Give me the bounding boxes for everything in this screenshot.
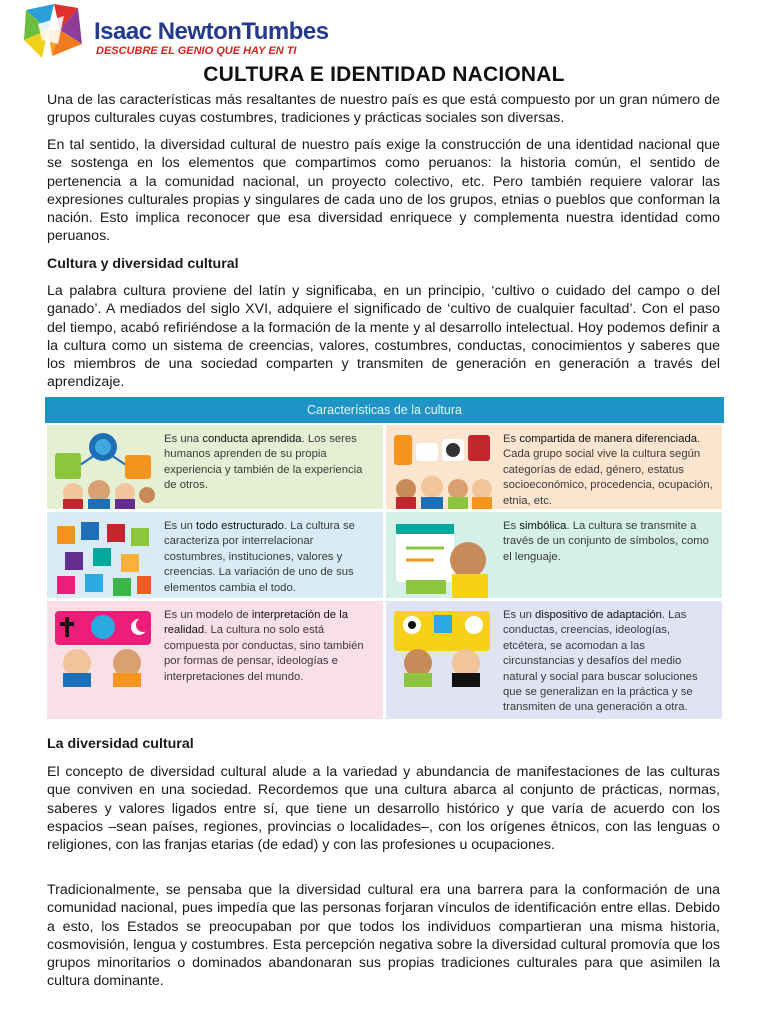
- brand-name: Isaac NewtonTumbes: [94, 18, 329, 45]
- structured-blocks-illustration: [51, 518, 155, 598]
- characteristic-text: Es un modelo de interpretación de la realidad. La cultura no solo está compuesta por conductas, sino también por formas de pensar, ideologías e interpretaciones del mundo.: [164, 609, 364, 683]
- characteristic-interpretation-model: [47, 601, 383, 719]
- characteristic-text: Es compartida de manera diferenciada. Cada grupo social vive la cultura según categorías de edad, género, estatus socioeconómico, procedencia, ocupación, etnia, etc.: [503, 433, 713, 507]
- characteristic-text: Es un todo estructurado. La cultura se caracteriza por interrelacionar costumbres, instituciones, valores y creencias. La variación de uno de sus elementos cambia el todo.: [164, 520, 355, 594]
- characteristic-shared-differentiated: [386, 425, 722, 509]
- characteristic-text: Es una conducta aprendida. Los seres humanos aprenden de su propia experiencia y también de la experiencia de otros.: [164, 433, 363, 492]
- culture-characteristics-table: [45, 397, 724, 719]
- paragraph-diversity-concept: El concepto de diversidad cultural alude a la variedad y abundancia de manifestaciones de las culturas que conviven en una sociedad. Recordemos que una cultura abarca al conjunto de prácticas, normas, saberes y valores ligados entre sí, que tiene un desarrollo histórico y que varía de acuerdo con los espacios –sean países, regiones, provincias o localidades–, con los orígenes étnicos, con las lenguas o religiones, con las franjas etarias (de edad) y con las profesiones u ocupaciones.: [47, 764, 720, 854]
- paragraph-culture-definition: La palabra cultura proviene del latín y significaba, en un principio, ‘cultivo o cuidado del campo o del ganado’. A mediados del siglo XVI, adquiere el significado de ‘cultivo de cualquier facultad’. Con el paso del tiempo, acabó refiriéndose a la formación de la mente y al desarrollo intelectual. Hoy podemos definir a la cultura como un sistema de creencias, valores, costumbres, conductas, conocimientos y saberes que los miembros de una sociedad comparten y transmiten de generación en generación a través del aprendizaje.: [47, 283, 720, 391]
- characteristic-text: Es un dispositivo de adaptación. Las conductas, creencias, ideologías, etcétera, se acomodan a las circunstancias y desafíos del medio natural y social para buscar soluciones que se generalizan en la práctica y se transmiten de una generación a otra.: [503, 609, 698, 714]
- section-heading-culture: Cultura y diversidad cultural: [47, 256, 239, 272]
- document-title: CULTURA E IDENTIDAD NACIONAL: [203, 63, 565, 86]
- characteristic-learned-behavior: [47, 425, 383, 509]
- learning-people-illustration: [51, 431, 155, 509]
- table-title: Características de la cultura: [45, 397, 724, 423]
- characteristic-symbolic: [386, 512, 722, 598]
- brand-tagline: DESCUBRE EL GENIO QUE HAY EN TI: [96, 45, 297, 57]
- characteristic-text: Es simbólica. La cultura se transmite a través de un conjunto de símbolos, como el lenguaje.: [503, 520, 709, 563]
- characteristic-structured-whole: [47, 512, 383, 598]
- brand-logo-icon: [20, 0, 88, 62]
- shared-culture-illustration: [390, 431, 494, 509]
- paragraph-identity: En tal sentido, la diversidad cultural de nuestro país exige la construcción de una identidad nacional que se sostenga en los elementos que compartimos como peruanos: la historia común, el sentido de pertenencia a la comunidad nacional, un proyecto colectivo, etc. Pero también requiere valorar las expresiones culturales propias y singulares de cada uno de los grupos, etnias o pueblos que conforman la nación. Esto implica reconocer que esa diversidad enriquece y complementa nuestra identidad como peruanos.: [47, 137, 720, 245]
- symbolic-language-illustration: [390, 518, 494, 598]
- section-heading-diversity: La diversidad cultural: [47, 736, 194, 752]
- paragraph-diversity-history: Tradicionalmente, se pensaba que la diversidad cultural era una barrera para la conformación de una comunidad nacional, pues impedía que las personas forjaran vínculos de identificación entre ellas. Debido a esto, los Estados se preocupaban por que todos los individuos compartieran una misma historia, cosmovisión, lengua y costumbres. Esta percepción negativa sobre la diversidad cultural promovía que los grupos minoritarios o dominados abandonaran sus propias tradiciones culturales para que asimilen la cultura dominante.: [47, 882, 720, 990]
- adaptation-illustration: [390, 607, 494, 687]
- worldview-illustration: [51, 607, 155, 687]
- brand-header: [20, 0, 360, 62]
- characteristic-adaptation-device: [386, 601, 722, 719]
- paragraph-intro: Una de las características más resaltantes de nuestro país es que está compuesto por un gran número de grupos culturales cuyas costumbres, tradiciones y prácticas sociales son diversas.: [47, 92, 720, 127]
